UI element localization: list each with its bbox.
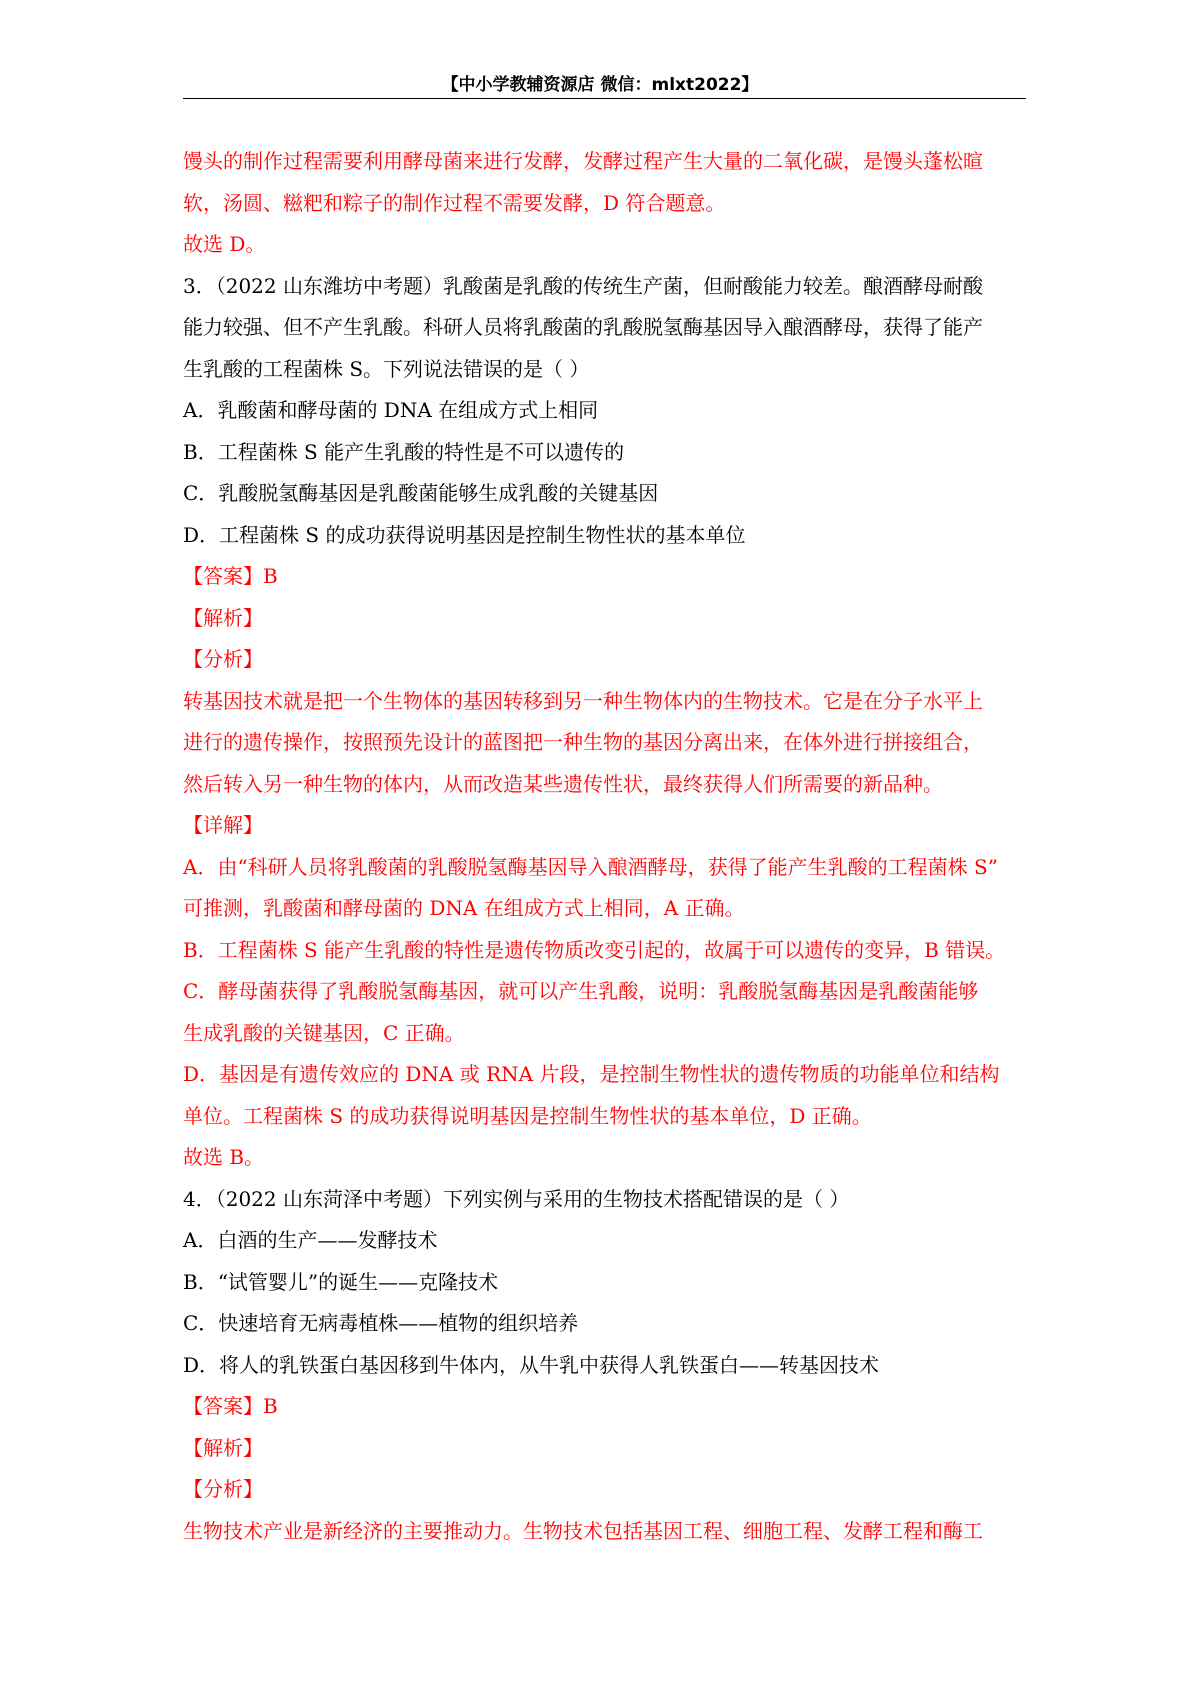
- text-line: D．基因是有遗传效应的 DNA 或 RNA 片段，是控制生物性状的遗传物质的功能单位和结构: [183, 1062, 1000, 1086]
- document-body: [183, 141, 1026, 1552]
- text-line: A．乳酸菌和酵母菌的 DNA 在组成方式上相同: [183, 398, 599, 422]
- text-line: 进行的遗传操作，按照预先设计的蓝图把一种生物的基因分离出来，在体外进行拼接组合，: [183, 730, 983, 754]
- text-line: B．工程菌株 S 能产生乳酸的特性是不可以遗传的: [183, 439, 625, 464]
- text-line: 生物技术产业是新经济的主要推动力。生物技术包括基因工程、细胞工程、发酵工程和酶工: [183, 1518, 983, 1543]
- text-line: A．白酒的生产——发酵技术: [183, 1228, 438, 1252]
- text-line: 【答案】B: [183, 564, 278, 588]
- text-line: C．酵母菌获得了乳酸脱氢酶基因，就可以产生乳酸，说明：乳酸脱氢酶基因是乳酸菌能够: [183, 979, 979, 1003]
- text-line: 3．（2022 山东潍坊中考题）乳酸菌是乳酸的传统生产菌，但耐酸能力较差。酿酒酵母耐酸: [183, 273, 983, 298]
- text-line: B．“试管婴儿”的诞生——克隆技术: [183, 1269, 499, 1294]
- text-line: 生乳酸的工程菌株 S。下列说法错误的是（ ）: [183, 356, 590, 381]
- text-line: 故选 B。: [183, 1145, 265, 1169]
- text-line: 【分析】: [183, 1477, 263, 1501]
- text-line: 转基因技术就是把一个生物体的基因转移到另一种生物体内的生物技术。它是在分子水平上: [183, 688, 983, 713]
- text-line: 【详解】: [183, 813, 263, 837]
- text-line: 馒头的制作过程需要利用酵母菌来进行发酵，发酵过程产生大量的二氧化碳，是馒头蓬松暄: [183, 149, 983, 173]
- text-line: 可推测，乳酸菌和酵母菌的 DNA 在组成方式上相同，A 正确。: [183, 896, 745, 920]
- text-line: 【答案】B: [183, 1394, 278, 1418]
- text-line: D．工程菌株 S 的成功获得说明基因是控制生物性状的基本单位: [183, 522, 746, 547]
- text-line: 单位。工程菌株 S 的成功获得说明基因是控制生物性状的基本单位，D 正确。: [183, 1103, 872, 1128]
- header-divider: [183, 98, 1026, 99]
- text-line: B．工程菌株 S 能产生乳酸的特性是遗传物质改变引起的，故属于可以遗传的变异，B 错误。: [183, 937, 1006, 962]
- text-line: 4．（2022 山东菏泽中考题）下列实例与采用的生物技术搭配错误的是（ ）: [183, 1186, 850, 1211]
- text-line: 故选 D。: [183, 232, 266, 256]
- text-line: 能力较强、但不产生乳酸。科研人员将乳酸菌的乳酸脱氢酶基因导入酿酒酵母，获得了能产: [183, 315, 983, 339]
- text-line: 软，汤圆、糍粑和粽子的制作过程不需要发酵，D 符合题意。: [183, 190, 726, 215]
- page-header: 【中小学教辅资源店 微信：mlxt2022】: [441, 75, 759, 95]
- text-line: 生成乳酸的关键基因，C 正确。: [183, 1020, 465, 1045]
- text-line: C．快速培育无病毒植株——植物的组织培养: [183, 1311, 579, 1335]
- text-line: 【分析】: [183, 647, 263, 671]
- text-line: A．由“科研人员将乳酸菌的乳酸脱氢酶基因导入酿酒酵母，获得了能产生乳酸的工程菌株 S”: [183, 854, 998, 879]
- text-line: 【解析】: [183, 1435, 263, 1460]
- text-line: C．乳酸脱氢酶基因是乳酸菌能够生成乳酸的关键基因: [183, 481, 659, 505]
- text-line: 然后转入另一种生物的体内，从而改造某些遗传性状，最终获得人们所需要的新品种。: [183, 771, 943, 796]
- text-line: 【解析】: [183, 605, 263, 630]
- text-line: D．将人的乳铁蛋白基因移到牛体内，从牛乳中获得人乳铁蛋白——转基因技术: [183, 1352, 880, 1377]
